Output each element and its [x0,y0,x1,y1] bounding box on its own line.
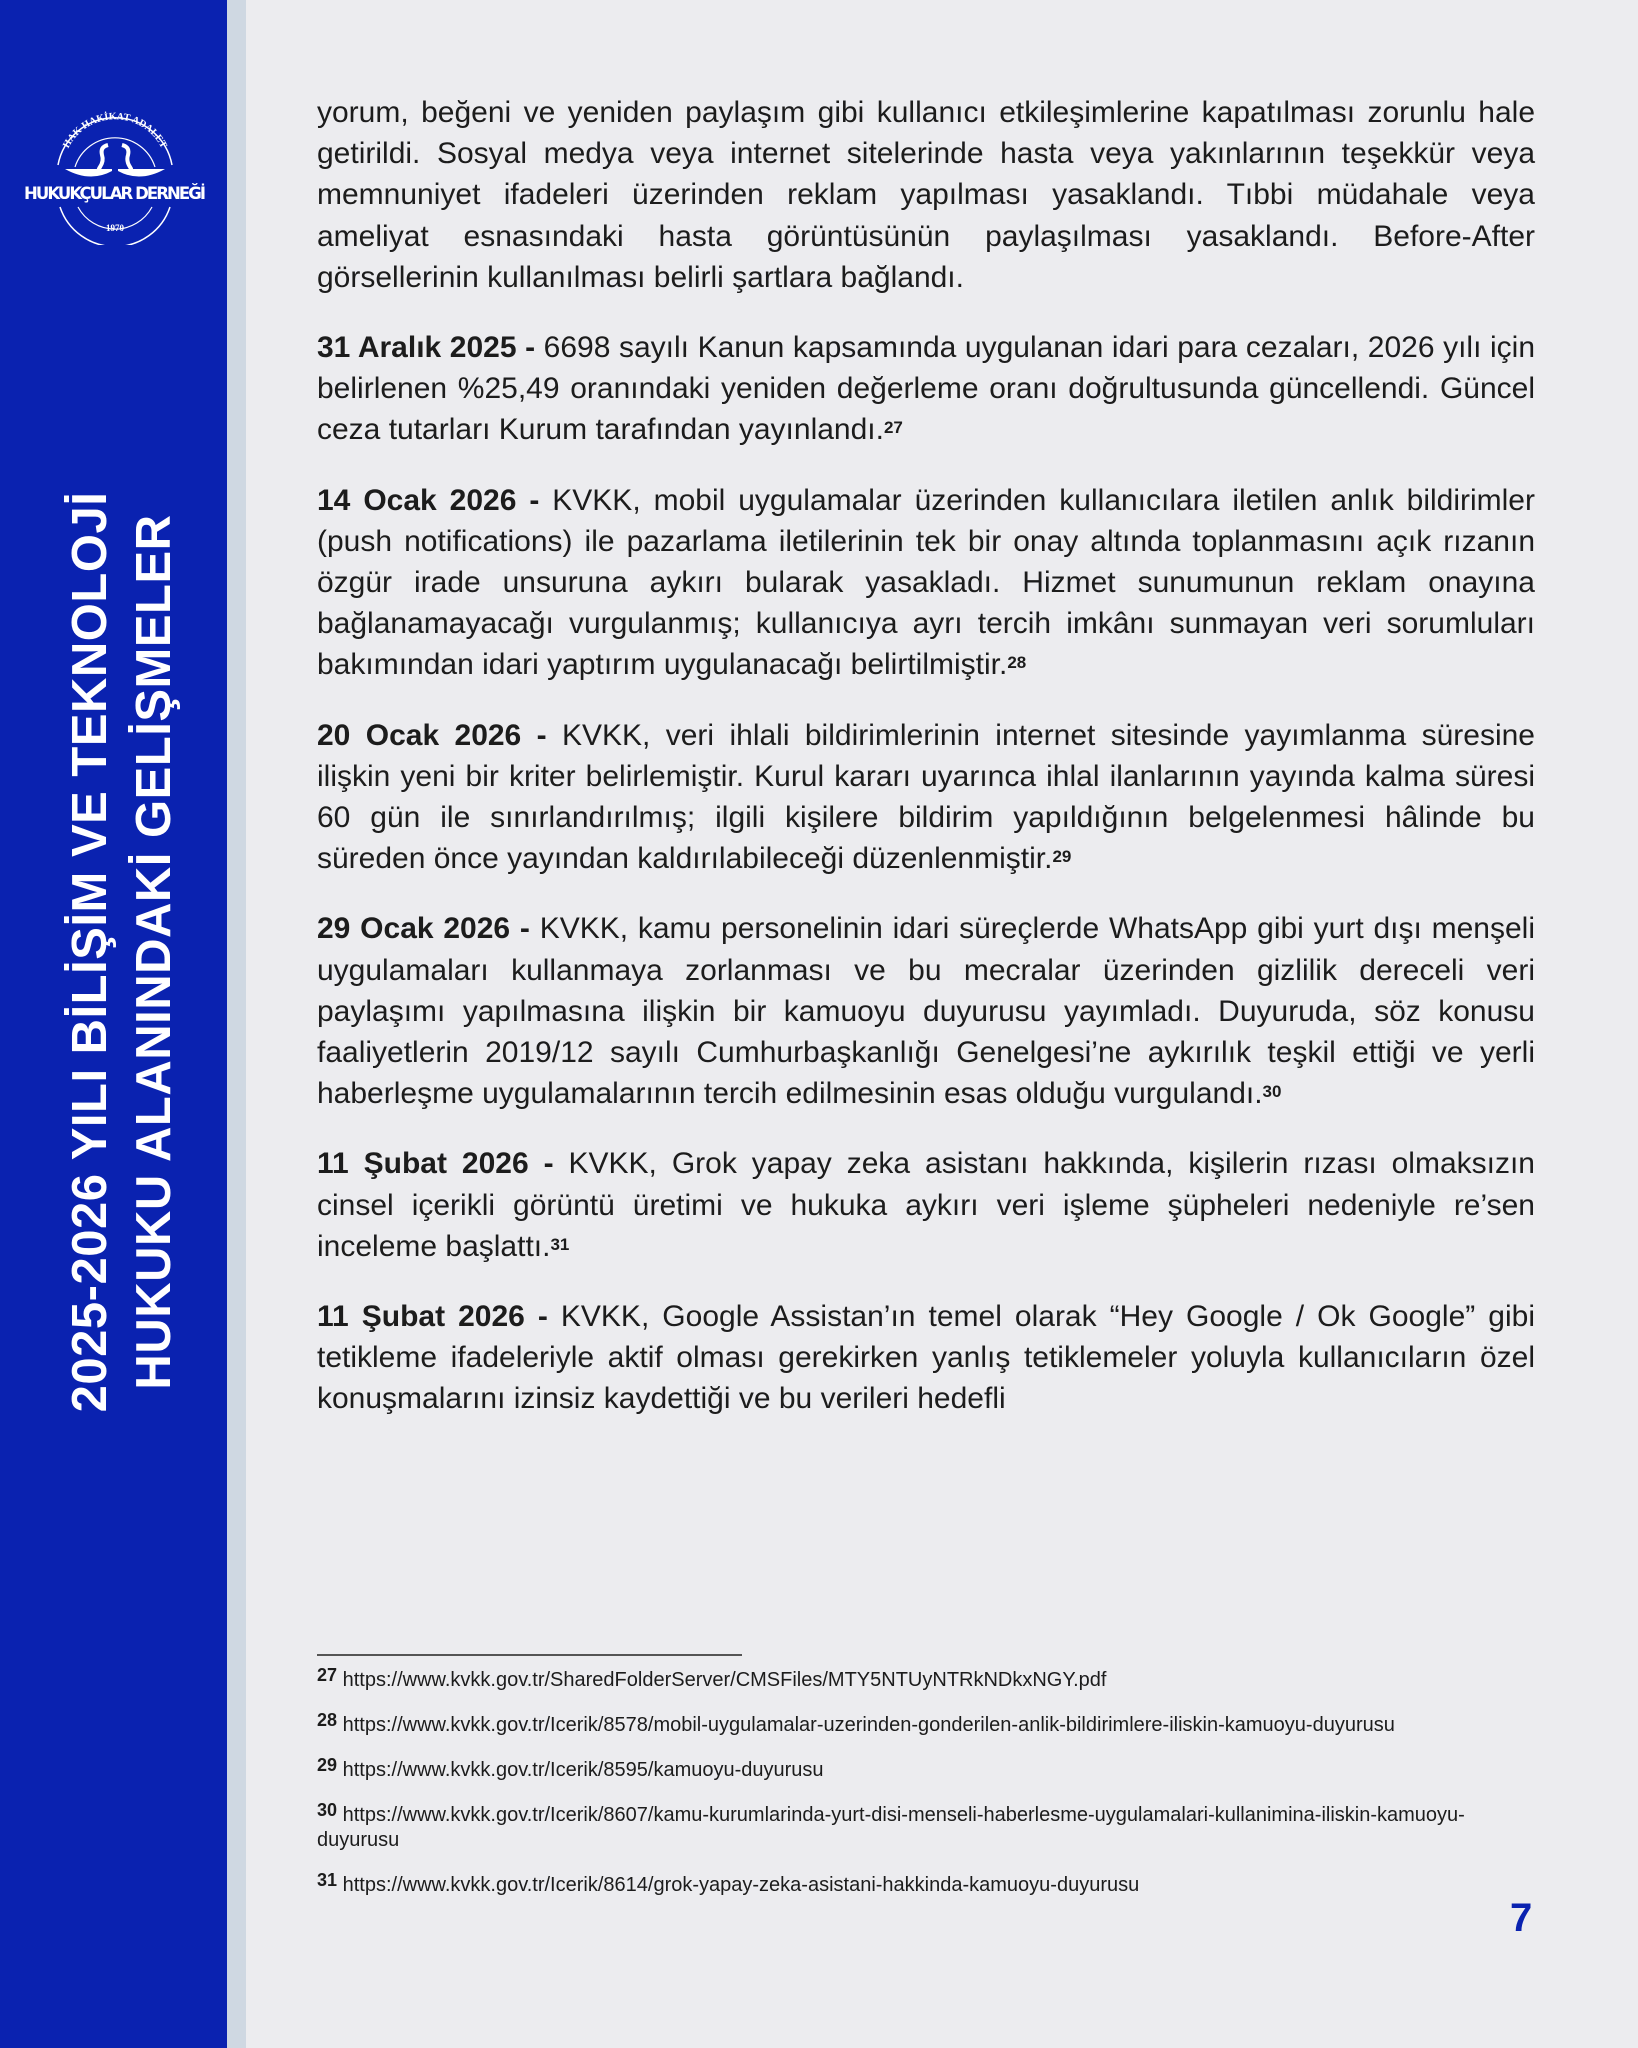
paragraph-text: 6698 sayılı Kanun kapsamında uygulanan idari para cezaları, 2026 yılı için belirlenen %25,49 oranındaki yeniden değerleme oranı doğrultusunda güncellendi. Güncel ceza tutarları Kurum tarafından yayınlandı. [317,331,1536,447]
body-text [317,92,1535,1449]
paragraph-text: yorum, beğeni ve yeniden paylaşım gibi kullanıcı etkileşimlerine kapatılması zorunlu hale getirildi. Sosyal medya veya internet sitelerinde hasta veya yakınlarının teşekkür veya memnuniyet ifadeleri üzerinden reklam yapılması yasaklandı. Tıbbi müdahale veya ameliyat esnasındaki hasta görüntüsünün paylaşılması yasaklandı. Before-After görsellerinin kullanılması belirli şartlara bağlandı. [317,96,1535,294]
paragraph [317,92,1535,298]
footnote-ref[interactable]: 31 [550,1234,570,1254]
entry-date: 11 Şubat 2026 - [317,1147,554,1181]
footnote [317,1755,1547,1783]
paragraph-text: KVKK, Google Assistan’ın temel olarak “Hey Google / Ok Google” gibi tetikleme ifadeleriyle aktif olması gerekirken yanlış tetiklemeler yoluyla kullanıcıların özel konuşmalarını izinsiz kaydettiği ve bu verileri hedefli [317,1300,1535,1416]
footnote-url[interactable]: https://www.kvkk.gov.tr/Icerik/8595/kamuoyu-duyurusu [342,1759,824,1781]
footnote-ref[interactable]: 29 [1052,847,1072,867]
paragraph-text: KVKK, Grok yapay zeka asistanı hakkında, kişilerin rızası olmaksızın cinsel içerikli görüntü üretimi ve hukuka aykırı veri işleme şüpheleri nedeniyle re’sen inceleme başlattı. [317,1147,1535,1263]
report-title-line-1: 2025-2026 YILI BİLİŞİM VE TEKNOLOJİ [63,491,117,1413]
footnote [317,1870,1547,1898]
svg-text:HAK HAKİKAT ADALET: HAK HAKİKAT ADALET [61,111,169,151]
report-title-line-2: HUKUKU ALANINDAKİ GELİŞMELER [127,514,181,1390]
footnote [317,1710,1547,1738]
entry-date: 29 Ocak 2026 - [317,912,530,946]
page-number: 7 [1510,1896,1533,1940]
entry-date: 20 Ocak 2026 - [317,718,547,752]
hukukcular-dernegi-logo [20,95,210,245]
footnote-number: 28 [317,1710,338,1730]
footnote-number: 27 [317,1665,338,1685]
footnote-number: 31 [317,1870,338,1890]
svg-text:HUKUKÇULAR DERNEĞİ: HUKUKÇULAR DERNEĞİ [24,184,206,203]
sidebar [0,0,227,2048]
footnote-url[interactable]: https://www.kvkk.gov.tr/SharedFolderServer/CMSFiles/MTY5NTUyNTRkNDkxNGY.pdf [342,1669,1107,1691]
footnote-ref[interactable]: 27 [883,418,903,438]
paragraph [317,715,1535,880]
paragraph [317,908,1535,1114]
footnote-ref[interactable]: 28 [1007,653,1027,673]
vertical-report-title [58,492,186,1413]
sidebar-accent-strip [227,0,246,2048]
footnote-number: 29 [317,1755,338,1775]
footnote-url[interactable]: https://www.kvkk.gov.tr/Icerik/8614/grok-yapay-zeka-asistani-hakkinda-kamuoyu-duyurusu [342,1874,1140,1896]
paragraph-text: KVKK, kamu personelinin idari süreçlerde WhatsApp gibi yurt dışı menşeli uygulamaları kullanmaya zorlanması ve bu mecralar üzerinden gizlilik dereceli veri paylaşımı yapılmasına ilişkin bir kamuoyu duyurusu yayımladı. Duyuruda, söz konusu faaliyetlerin 2019/12 sayılı Cumhurbaşkanlığı Genelgesi’ne aykırılık teşkil ettiği ve yerli haberleşme uygulamalarının tercih edilmesinin esas olduğu vurgulandı. [317,912,1535,1111]
paragraph [317,1143,1535,1267]
entry-date: 14 Ocak 2026 - [317,483,540,517]
paragraph [317,1296,1535,1420]
footnote-url[interactable]: https://www.kvkk.gov.tr/Icerik/8578/mobil-uygulamalar-uzerinden-gonderilen-anlik-bildirimlere-iliskin-kamuoyu-duyurusu [342,1714,1395,1736]
footnote-url[interactable]: https://www.kvkk.gov.tr/Icerik/8607/kamu-kurumlarinda-yurt-disi-menseli-haberlesme-uygulamalari-kullanimina-iliskin-kamuoyu-duyurusu [317,1804,1465,1851]
paragraph [317,480,1535,686]
footnote-divider [317,1654,742,1656]
entry-date: 31 Aralık 2025 - [317,331,536,365]
svg-text:1970: 1970 [106,223,124,233]
entry-date: 11 Şubat 2026 - [317,1300,548,1334]
footnote-ref[interactable]: 30 [1262,1082,1282,1102]
footnotes [317,1665,1547,1918]
paragraph-text: KVKK, mobil uygulamalar üzerinden kullanıcılara iletilen anlık bildirimler (push notifications) ile pazarlama iletilerinin tek bir onay altında toplanmasını açık rızanın özgür irade unsuruna aykırı bularak yasakladı. Hizmet sunumunun reklam onayına bağlanamayacağı vurgulanmış; kullanıcıya ayrı tercih imkânı sunmayan veri sorumluları bakımından idari yaptırım uygulanacağı belirtilmiştir. [317,483,1535,682]
paragraph-text: KVKK, veri ihlali bildirimlerinin internet sitesinde yayımlanma süresine ilişkin yeni bir kriter belirlemiştir. Kurul kararı uyarınca ihlal ilanlarının yayında kalma süresi 60 gün ile sınırlandırılmış; ilgili kişilere bildirim yapıldığının belgelenmesi hâlinde bu süreden önce yayından kaldırılabileceği düzenlenmiştir. [317,718,1535,876]
footnote [317,1800,1547,1853]
footnote-number: 30 [317,1800,338,1820]
paragraph [317,327,1535,451]
footnote [317,1665,1547,1693]
